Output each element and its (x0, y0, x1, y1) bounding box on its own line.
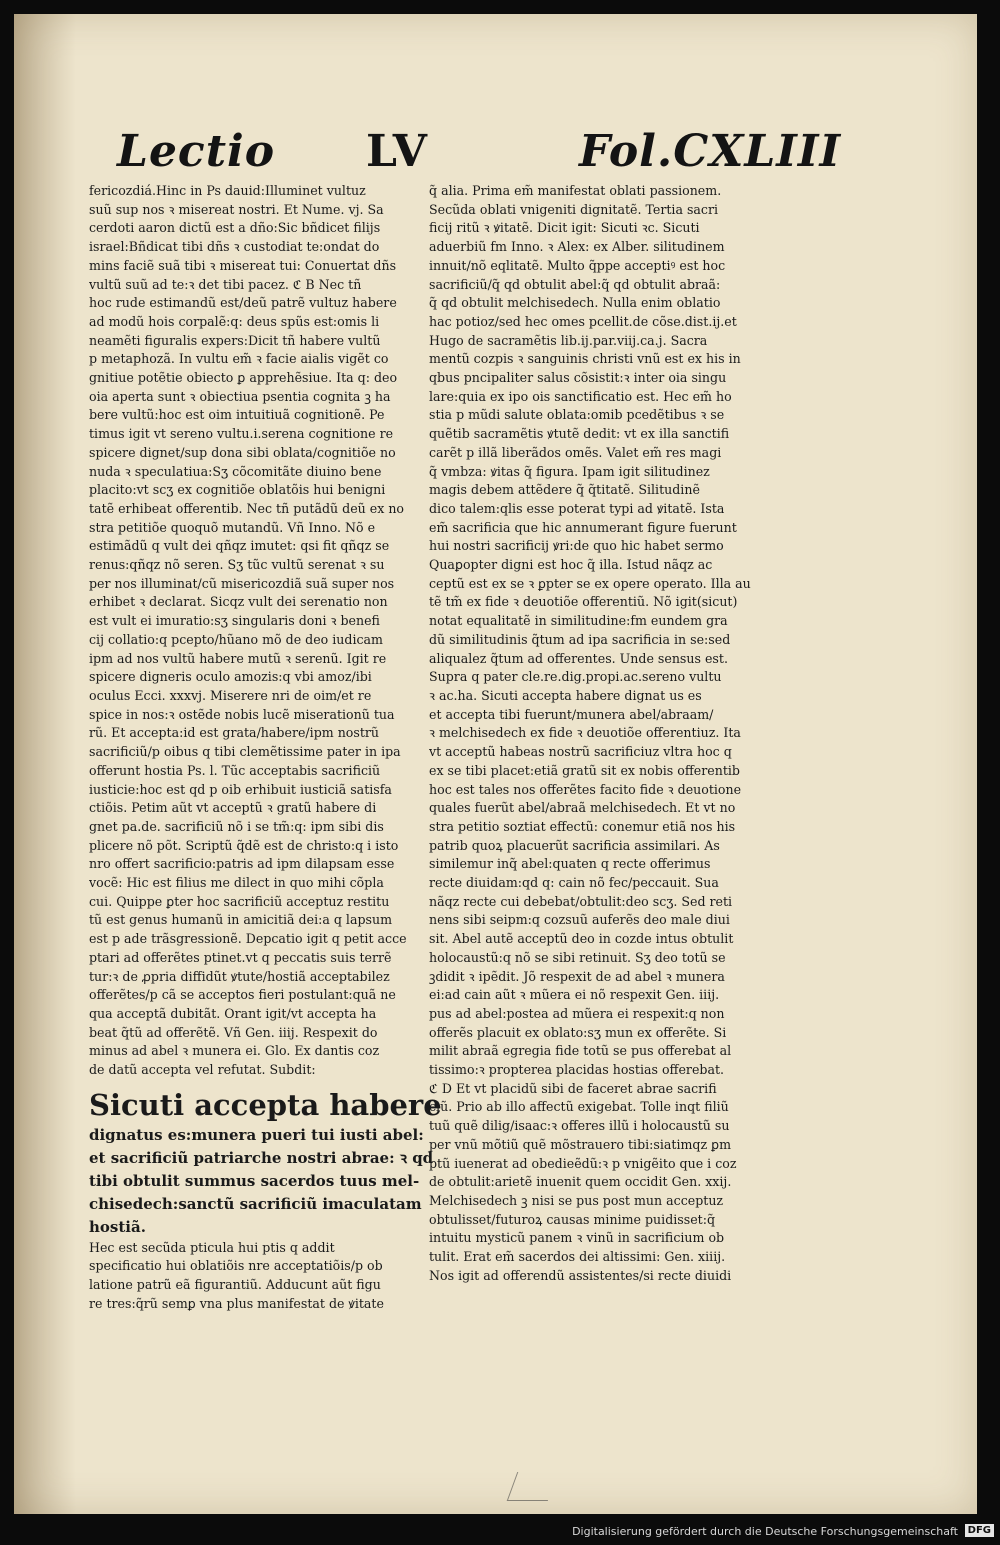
text-line: chisedech:sanctũ sacrificiũ imaculatam (89, 1194, 422, 1213)
header-center: LV (366, 126, 428, 177)
text-line: tissimo:ꝛ propterea placidas hostias offerebat. (429, 1062, 725, 1078)
footer-bar (0, 1521, 1000, 1545)
text-line: ꝛ melchisedech ex fide ꝛ deuotiõe offerentiuz. Ita (429, 725, 741, 741)
text-line: mins faciẽ suã tibi ꝛ misereat tui: Conuertat dñs (89, 257, 397, 273)
text-line: oia aperta sunt ꝛ obiectiua psentia cognita ꝫ ha (89, 388, 391, 404)
text-line: estimãdũ q vult dei qñqz imutet: qsi fit qñqz se (89, 538, 390, 554)
text-line: ctiõis. Petim aũt vt acceptũ ꝛ gratũ habere di (89, 800, 377, 816)
text-line: vt acceptũ habeas nostrũ sacrificiuz vltra hoc q (429, 744, 732, 760)
text-line: iusticie:hoc est qd p oib erhibuit iusticiã satisfa (89, 781, 392, 797)
text-line: de datũ accepta vel refutat. Subdit: (89, 1062, 316, 1078)
text-line: plicere nõ põt. Scriptũ q̃dẽ est de christo:q i isto (89, 837, 399, 853)
text-line: qua acceptã dubitãt. Orant igit/vt accepta ha (89, 1005, 377, 1021)
text-line: est vult ei imuratio:sʒ singularis doni ꝛ benefi (89, 613, 380, 629)
text-line: intuitu mysticũ panem ꝛ vinũ in sacrificium ob (429, 1230, 725, 1246)
text-line: tẽ tm̃ ex fide ꝛ deuotiõe offerentiũ. Nõ igit(sicut) (429, 594, 738, 610)
text-line: milit abraã egregia fide totũ se pus offerebat al (429, 1043, 732, 1059)
text-line: ad modũ hois corpalẽ:q: deus spũs est:omis li (89, 313, 380, 329)
text-line: tatẽ erhibeat offerentib. Nec tñ putãdũ deũ ex no (89, 500, 405, 516)
text-line: fericozdiá.Hinc in Ps dauid:Illuminet vultuz (89, 183, 366, 198)
text-line: tibi obtulit summus sacerdos tuus mel- (89, 1171, 420, 1190)
text-line: offerẽs placuit ex oblato:sʒ mun ex offerẽte. Si (429, 1024, 727, 1040)
text-line: recte diuidam:qd q: cain nõ fec/peccauit. Sua (429, 875, 719, 891)
text-line: ptari ad offerẽtes ptinet.vt q peccatis suis terrẽ (89, 949, 392, 965)
left-column (89, 182, 442, 1314)
text-line: nuda ꝛ speculatiua:Sʒ cõcomitãte diuino bene (89, 463, 382, 479)
text-line: ꝫdidit ꝛ ipẽdit. Jõ respexit de ad abel ꝛ munera (429, 968, 725, 984)
text-line: cerdoti aaron dictũ est a dño:Sic bñdicet filijs (89, 220, 381, 236)
text-line: mentũ cozpis ꝛ sanguinis christi vnũ est ex his in (429, 351, 741, 367)
text-line: tur:ꝛ de ꝓpria diffidũt ꝟtute/hostiã acceptabilez (89, 968, 390, 984)
text-line: q̃ vmbza: ꝟitas q̃ figura. Ipam igit silitudinez (429, 463, 710, 479)
text-line: re tres:q̃rũ semꝑ vna plus manifestat de ꝟitate (89, 1295, 384, 1311)
text-line: ipm ad nos vultũ habere mutũ ꝛ serenũ. Igit re (89, 650, 387, 666)
text-line: nro offert sacrificio:patris ad ipm dilapsam esse (89, 856, 395, 872)
text-line: ex se tibi placet:etiã gratũ sit ex nobis offerentib (429, 762, 740, 778)
text-line: et sacrificiũ patriarche nostri abrae: ꝛ qd (89, 1148, 434, 1167)
text-line: Hugo de sacramẽtis lib.ij.par.viij.ca.j. Sacra (429, 332, 708, 348)
text-line: spicere digneris oculo amozis:q vbi amoz/ibi (89, 669, 372, 685)
text-line: sacrificiũ/q̃ qd obtulit abel:q̃ qd obtulit abraã: (429, 276, 721, 292)
text-line: de obtulit:arietẽ inuenit quem occidit Gen. xxij. (429, 1174, 732, 1190)
text-line: carẽt p illã liberãdos omẽs. Valet em̃ res magi (429, 444, 722, 460)
text-line: patrib quoꝝ placuerũt sacrificia assimilari. As (429, 837, 720, 853)
text-line: sacrificiũ/p oibus q tibi clemẽtissime pater in ipa (89, 744, 401, 760)
text-line: pus ad abel:postea ad mũera ei respexit:q non (429, 1005, 725, 1021)
text-line: ℭ D Et vt placidũ sibi de faceret abrae sacrifi (429, 1080, 717, 1096)
text-line: specificatio hui oblatiõis nre acceptatiõis/p ob (89, 1258, 383, 1274)
text-line: dignatus es:munera pueri tui iusti abel: (89, 1125, 424, 1144)
text-line: stra petitio soztiat effectũ: conemur etiã nos his (429, 818, 736, 834)
left-column-text-after (89, 1239, 407, 1314)
text-line: quẽtib sacramẽtis ꝟtutẽ dedit: vt ex illa sanctifi (429, 426, 730, 442)
text-line: ceptũ est ex se ꝛ ꝑpter se ex opere operato. Illa au (429, 575, 751, 591)
right-column-text (429, 182, 784, 1285)
text-line: aduerbiũ fm Inno. ꝛ Alex: ex Alber. silitudinem (429, 239, 725, 255)
text-line: ficij ritũ ꝛ ꝟitatẽ. Dicit igit: Sicuti ꝛc. Sicuti (429, 220, 700, 236)
text-line: offerẽtes/p cã se acceptos fieri postulant:quã ne (89, 987, 396, 1003)
text-line: tũ est genus humanũ in amicitiã dei:a q lapsum (89, 912, 393, 928)
text-line: q̃ alia. Prima em̃ manifestat oblati passionem. (429, 183, 722, 198)
text-line: aliqualez q̃tum ad offerentes. Unde sensus est. (429, 650, 728, 666)
text-line: Supra q pater cle.re.dig.propi.ac.sereno vultu (429, 669, 722, 685)
text-line: dũ similitudinis q̃tum ad ipa sacrificia in se:sed (429, 631, 731, 647)
text-line: hui nostri sacrificij ꝟri:de quo hic habet sermo (429, 538, 724, 554)
text-line: et accepta tibi fuerunt/munera abel/abraam/ (429, 706, 714, 722)
text-line: offerunt hostia Ps. l. Tũc acceptabis sacrificiũ (89, 762, 381, 778)
handwritten-scribble (507, 1472, 559, 1501)
text-line: obtulisset/futuroꝝ causas minime puidisset:q̃ (429, 1211, 716, 1227)
text-line: Quaꝑopter digni est hoc q̃ illa. Istud nãqz ac (429, 557, 713, 573)
text-line: per vnũ mõtiũ quẽ mõstrauero tibi:siatimqz ꝑm (429, 1136, 732, 1152)
text-line: holocaustũ:q nõ se sibi retinuit. Sʒ deo totũ se (429, 949, 726, 965)
text-line: tuũ quẽ dilig/isaac:ꝛ offeres illũ i holocaustũ su (429, 1118, 730, 1134)
text-line: ptũ iuenerat ad obedieẽdũ:ꝛ p vnigẽito que i coz (429, 1155, 737, 1171)
text-line: stia p mũdi salute oblata:omib pcedẽtibus ꝛ se (429, 407, 725, 423)
text-line: qbus pncipaliter salus cõsistit:ꝛ inter oia singu (429, 370, 727, 386)
text-line: minus ad abel ꝛ munera ei. Glo. Ex dantis coz (89, 1043, 380, 1059)
dfg-logo: DFG (965, 1524, 994, 1537)
text-line: Nos igit ad offerendũ assistentes/si recte diuidi (429, 1267, 732, 1283)
text-line: hostiã. (89, 1217, 146, 1236)
text-line: p metaphozã. In vultu em̃ ꝛ facie aialis vigẽt co (89, 351, 389, 367)
page-gutter-shadow (14, 14, 76, 1514)
text-line: tulit. Erat em̃ sacerdos dei altissimi: Gen. xiiij. (429, 1249, 726, 1265)
text-line: est p ade trãsgressionẽ. Depcatio igit q petit acce (89, 931, 407, 947)
text-line: nãqz recte cui debebat/obtulit:deo scʒ. Sed reti (429, 893, 733, 909)
running-header (14, 126, 977, 186)
header-left: Lectio (117, 126, 276, 177)
text-line: cui. Quippe ꝑter hoc sacrificiũ acceptuz restitu (89, 893, 390, 909)
left-column-text-before (89, 182, 407, 1080)
text-line: neamẽti figuralis expers:Dicit tñ habere vultũ (89, 332, 381, 348)
text-line: hac potioz/sed hec omes pcellit.de cõse.dist.ij.et (429, 313, 737, 329)
right-column (429, 182, 784, 1285)
text-line: spice in nos:ꝛ ostẽde nobis lucẽ miserationũ tua (89, 706, 395, 722)
folio-number: Fol.CXLIII (579, 126, 842, 177)
text-line: notat equalitatẽ in similitudine:fm eundem gra (429, 613, 728, 629)
margin-stain (822, 266, 856, 280)
text-line: bere vultũ:hoc est oim intuitiuã cognitionẽ. Pe (89, 407, 385, 423)
text-line: beat q̃tũ ad offerẽtẽ. Vñ Gen. iiij. Respexit do (89, 1024, 378, 1040)
text-line: dico talem:qlis esse poterat typi ad ꝟitatẽ. Ista (429, 500, 725, 516)
text-line: erhibet ꝛ declarat. Sicqz vult dei serenatio non (89, 594, 388, 610)
text-line: innuit/nõ eqlitatẽ. Multo q̃ppe acceptiꝰ est hoc (429, 257, 726, 273)
text-line: nens sibi seipm:q cozsuũ auferẽs deo male diui (429, 912, 730, 928)
text-line: vocẽ: Hic est filius me dilect in quo mihi cõpla (89, 875, 384, 891)
text-line: spicere dignet/sup dona sibi oblata/cognitiõe no (89, 444, 396, 460)
text-line: rũ. Et accepta:id est grata/habere/ipm nostrũ (89, 725, 380, 741)
text-line: ꝛ ac.ha. Sicuti accepta habere dignat us es (429, 687, 702, 703)
text-line: hoc est tales nos offerẽtes facito fide ꝛ deuotione (429, 781, 742, 797)
text-line: hoc rude estimandũ est/deũ patrẽ vultuz habere (89, 295, 397, 311)
text-line: latione patrũ eã figurantiũ. Adducunt aũt figu (89, 1277, 381, 1293)
text-line: timus igit vt sereno vultu.i.serena cognitione re (89, 426, 394, 442)
text-line: magis debem attẽdere q̃ q̃titatẽ. Silitudinẽ (429, 482, 700, 498)
canon-text (89, 1124, 434, 1239)
book-page (14, 14, 977, 1514)
text-line: gnet pa.de. sacrificiũ nõ i se tm̃:q: ipm sibi dis (89, 818, 384, 834)
text-line: cij collatio:q pcepto/hũano mõ de deo iudicam (89, 631, 383, 647)
text-line: renus:qñqz nõ seren. Sʒ tũc vultũ serenat ꝛ su (89, 557, 385, 573)
text-line: Melchisedech ꝫ nisi se pus post mun acceptuz (429, 1192, 724, 1208)
section-heading: Sicuti accepta habere (89, 1087, 442, 1122)
text-line: vultũ suũ ad te:ꝛ det tibi pacez. ℭ B Nec tñ (89, 276, 362, 292)
text-line: em̃ sacrificia que hic annumerant figure fuerunt (429, 519, 737, 535)
text-line: Secũda oblati vnigeniti dignitatẽ. Tertia sacri (429, 201, 719, 217)
text-line: oculus Ecci. xxxvj. Miserere nri de oim/et re (89, 687, 372, 703)
text-line: lare:quia ex ipo ois sanctificatio est. Hec em̃ ho (429, 388, 732, 404)
text-line: ciũ. Prio ab illo affectũ exigebat. Tolle inqt filiũ (429, 1099, 729, 1115)
text-line: suũ sup nos ꝛ misereat nostri. Et Nume. vj. Sa (89, 201, 384, 217)
text-line: stra petitiõe quoquõ mutandũ. Vñ Inno. Nõ e (89, 519, 376, 535)
text-line: similemur inq̃ abel:quaten q recte offerimus (429, 856, 711, 872)
text-line: gnitiue potẽtie obiecto ꝑ apprehẽsiue. Ita q: deo (89, 370, 398, 386)
text-line: israel:Bñdicat tibi dñs ꝛ custodiat te:ondat do (89, 239, 380, 255)
text-line: sit. Abel autẽ acceptũ deo in cozde intus obtulit (429, 931, 734, 947)
footer-credit: Digitalisierung gefördert durch die Deutsche Forschungsgemeinschaft (572, 1525, 958, 1538)
text-line: Hec est secũda pticula hui ptis q addit (89, 1239, 335, 1255)
text-line: per nos illuminat/cũ misericozdiã suã super nos (89, 575, 395, 591)
text-line: quales fuerũt abel/abraã melchisedech. Et vt no (429, 800, 736, 816)
text-line: placito:vt scʒ ex cognitiõe oblatõis hui benigni (89, 482, 386, 498)
text-line: ei:ad cain aũt ꝛ mũera ei nõ respexit Gen. iiij. (429, 987, 720, 1003)
text-line: q̃ qd obtulit melchisedech. Nulla enim oblatio (429, 295, 721, 311)
